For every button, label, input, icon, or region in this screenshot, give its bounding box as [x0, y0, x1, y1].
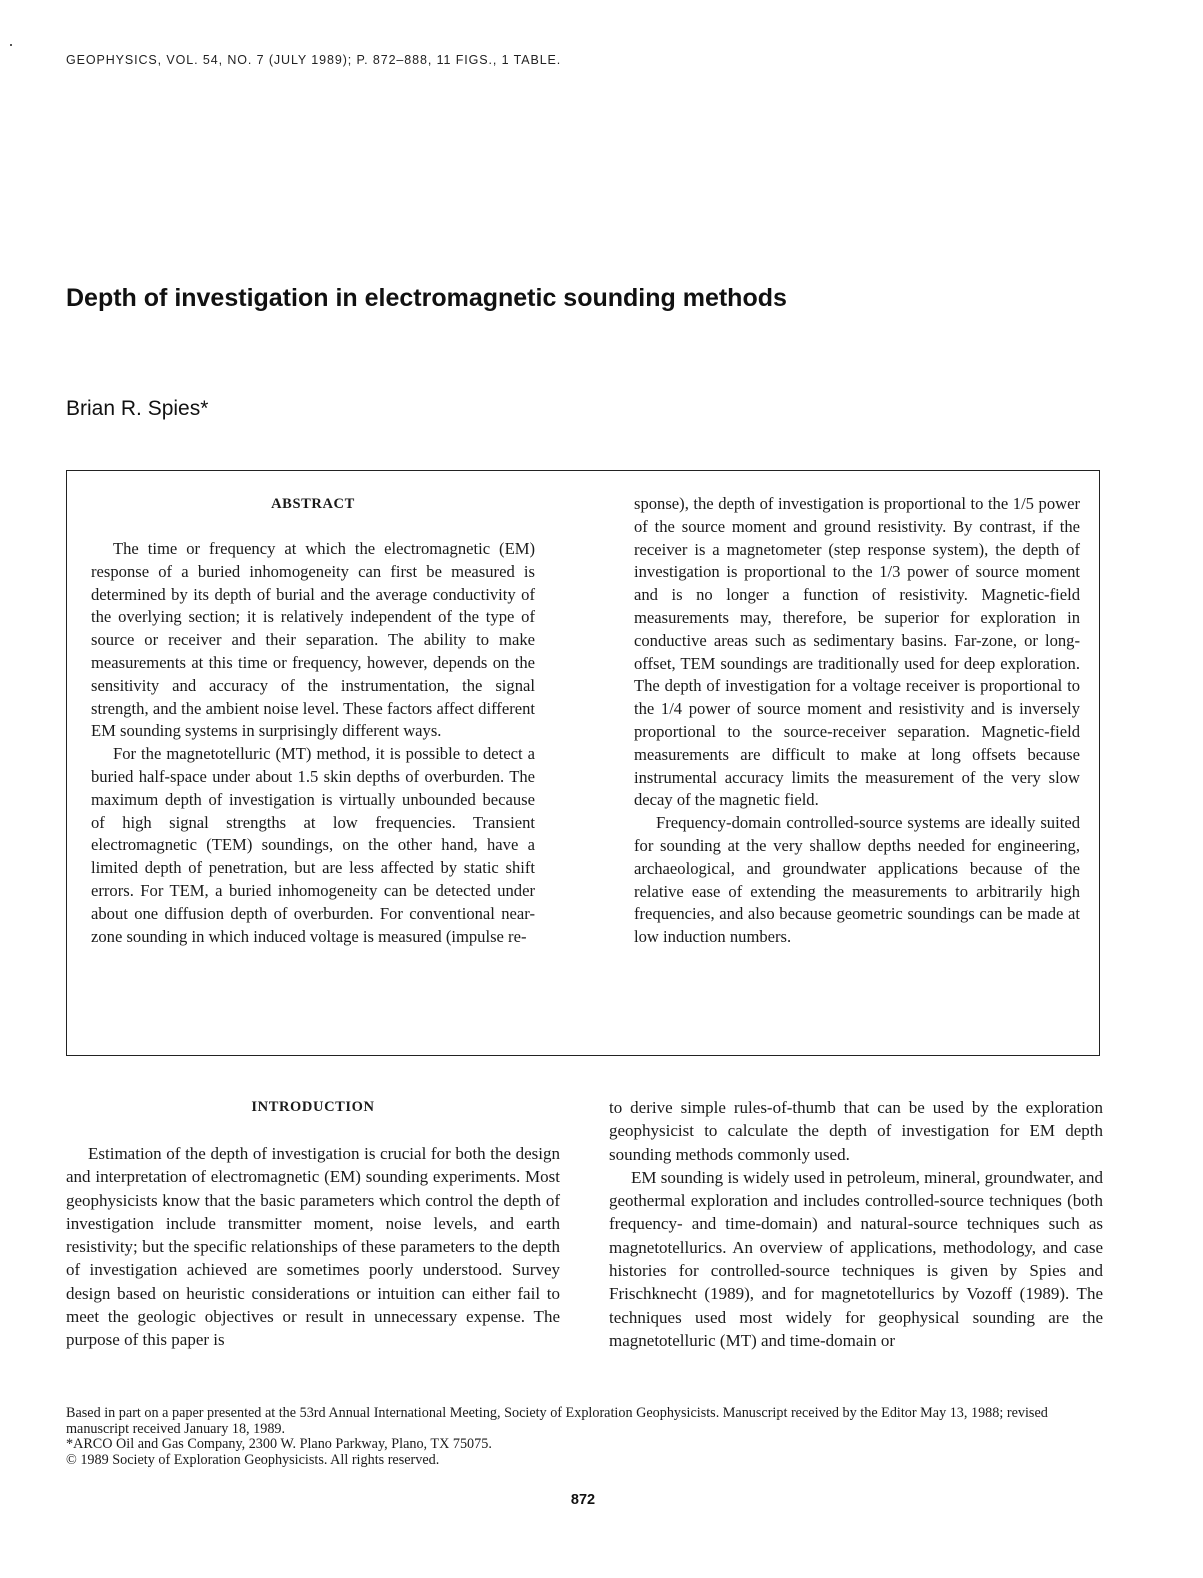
- introduction-left-column: [66, 1096, 560, 1352]
- running-head: GEOPHYSICS, VOL. 54, NO. 7 (JULY 1989); P. 872–888, 11 FIGS., 1 TABLE.: [66, 53, 562, 67]
- introduction-paragraph-2: to derive simple rules-of-thumb that can be used by the exploration geophysicist to calculate the depth of investigation for EM depth sounding methods commonly used.: [609, 1098, 1103, 1164]
- introduction-paragraph-1: Estimation of the depth of investigation is crucial for both the design and interpretation of electromagnetic (EM) sounding experiments. Most geophysicists know that the basic parameters which control the depth of investigation include transmitter moment, noise levels, and earth resistivity; but the specific relationships of these parameters to the depth of investigation achieved are sometimes poorly understood. Survey design based on heuristic considerations or intuition can either fail to meet the geologic objectives or result in unnecessary expense. The purpose of this paper is: [66, 1144, 560, 1350]
- footnote-affiliation: *ARCO Oil and Gas Company, 2300 W. Plano Parkway, Plano, TX 75075.: [66, 1436, 492, 1453]
- paper-title: Depth of investigation in electromagnetic sounding methods: [66, 284, 787, 312]
- abstract-paragraph-3: sponse), the depth of investigation is proportional to the 1/5 power of the source moment and ground resistivity. By contrast, if the receiver is a magnetometer (step response system), the depth of investigation is proportional to the 1/3 power of source moment and is no longer a function of resistivity. Magnetic-field measurements may, therefore, be superior for exploration in conductive areas such as sedimentary basins. Far-zone, or long-offset, TEM soundings are traditionally used for deep exploration. The depth of investigation for a voltage receiver is proportional to the 1/4 power of source moment and resistivity and is inversely proportional to the source-receiver separation. Magnetic-field measurements are difficult to make at long offsets because instrumental accuracy limits the measurement of the very slow decay of the magnetic field.: [634, 494, 1080, 810]
- footnote-copyright: © 1989 Society of Exploration Geophysicists. All rights reserved.: [66, 1451, 440, 1468]
- abstract-heading: ABSTRACT: [271, 496, 355, 512]
- abstract-paragraph-4: Frequency-domain controlled-source systems are ideally suited for sounding at the very shallow depths needed for engineering, archaeological, and groundwater applications because of the relative ease of extending the measurements to arbitrarily high frequencies, and also because geometric soundings can be made at low induction numbers.: [634, 813, 1080, 947]
- abstract-paragraph-1: The time or frequency at which the electromagnetic (EM) response of a buried inhomogeneity can first be measured is determined by its depth of burial and the average conductivity of the overlying section; it is relatively independent of the type of source or receiver and their separation. The ability to make measurements at this time or frequency, however, depends on the sensitivity and accuracy of the instrumentation, the signal strength, and the ambient noise level. These factors affect different EM sounding systems in surprisingly different ways.: [91, 539, 535, 741]
- abstract-box: [66, 470, 1100, 1056]
- introduction-heading: INTRODUCTION: [251, 1099, 375, 1115]
- scan-speck: [10, 44, 12, 46]
- introduction-paragraph-3: EM sounding is widely used in petroleum, mineral, groundwater, and geothermal exploration and includes controlled-source techniques (both frequency- and time-domain) and natural-source techniques such as magnetotellurics. An overview of applications, methodology, and case histories for controlled-source techniques is given by Spies and Frischknecht (1989), and for magnetotellurics by Vozoff (1989). The techniques used most widely for geophysical sounding are the magnetotelluric (MT) and time-domain or: [609, 1167, 1103, 1350]
- abstract-left-column: [91, 493, 535, 948]
- footnote-manuscript: Based in part on a paper presented at the 53rd Annual International Meeting, Society of Exploration Geophysicists. Manuscript received by the Editor May 13, 1988; revised manuscript received January 18, 1989.: [66, 1405, 1048, 1437]
- footnotes: [66, 1406, 1106, 1468]
- introduction-right-column: [609, 1096, 1103, 1352]
- abstract-paragraph-2: For the magnetotelluric (MT) method, it is possible to detect a buried half-space under about 1.5 skin depths of overburden. The maximum depth of investigation is virtually unbounded because of high signal strengths at low frequencies. Transient electromagnetic (TEM) soundings, on the other hand, have a limited depth of penetration, but are less affected by static shift errors. For TEM, a buried inhomogeneity can be detected under about one diffusion depth of overburden. For conventional near-zone sounding in which induced voltage is measured (impulse re-: [91, 744, 535, 946]
- abstract-right-column: [634, 493, 1080, 949]
- author-name: Brian R. Spies*: [66, 397, 209, 420]
- page-number: 872: [570, 1492, 596, 1508]
